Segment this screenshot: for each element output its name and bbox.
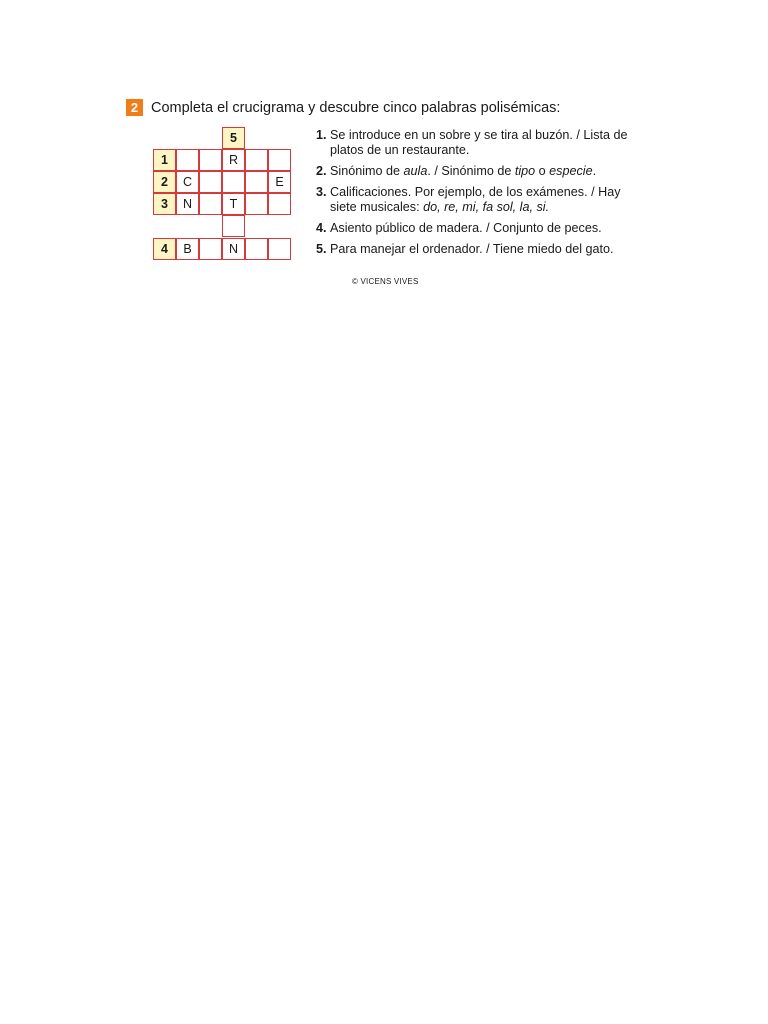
- clue-number: 3 .: [316, 185, 327, 200]
- crossword-cell[interactable]: N: [222, 238, 245, 260]
- clue-text: especie: [549, 164, 593, 178]
- crossword-cell[interactable]: [199, 193, 222, 215]
- clue-text: Calificaciones. Por ejemplo, de los exámenes. / Hay siete musicales:: [330, 185, 621, 214]
- exercise-number-badge: 2: [126, 99, 143, 116]
- crossword-cell[interactable]: T: [222, 193, 245, 215]
- clue-number-cell: 1: [153, 149, 176, 171]
- copyright-credit: © VICENS VIVES: [352, 277, 419, 286]
- crossword-cell[interactable]: [245, 149, 268, 171]
- crossword-cell[interactable]: [176, 149, 199, 171]
- crossword-cell[interactable]: [268, 238, 291, 260]
- crossword-cell[interactable]: [245, 193, 268, 215]
- clue-number-cell: 2: [153, 171, 176, 193]
- clue-number: 2 .: [316, 164, 327, 179]
- crossword-cell[interactable]: [268, 149, 291, 171]
- crossword-cell[interactable]: [199, 171, 222, 193]
- crossword-cell[interactable]: [245, 171, 268, 193]
- clue-item: [316, 221, 646, 236]
- crossword-cell[interactable]: R: [222, 149, 245, 171]
- clue-number-cell: 3: [153, 193, 176, 215]
- clue-text: o: [535, 164, 550, 178]
- clue-number: 1 .: [316, 128, 327, 143]
- clue-number: 4 .: [316, 221, 327, 236]
- clue-item: [316, 164, 646, 179]
- clue-text: tipo: [514, 164, 536, 178]
- clue-text: Para manejar el ordenador. / Tiene miedo del gato.: [330, 242, 614, 256]
- crossword-cell[interactable]: [199, 238, 222, 260]
- crossword-cell[interactable]: [222, 215, 245, 237]
- clue-item: [316, 242, 646, 257]
- crossword-cell[interactable]: C: [176, 171, 199, 193]
- clue-list: [316, 128, 646, 263]
- crossword-cell[interactable]: N: [176, 193, 199, 215]
- crossword-cell[interactable]: [245, 238, 268, 260]
- clue-number-cell: 4: [153, 238, 176, 260]
- clue-text: .: [592, 164, 597, 178]
- clue-number-cell: 5: [222, 127, 245, 149]
- clue-item: [316, 128, 646, 158]
- crossword-cell[interactable]: E: [268, 171, 291, 193]
- clue-text: . / Sinónimo de: [427, 164, 515, 178]
- clue-text: Asiento público de madera. / Conjunto de peces.: [330, 221, 602, 235]
- clue-text: aula: [403, 164, 428, 178]
- clue-number: 5 .: [316, 242, 327, 257]
- clue-text: do, re, mi, fa sol, la, si.: [423, 200, 550, 214]
- crossword-cell[interactable]: [222, 171, 245, 193]
- crossword-cell[interactable]: B: [176, 238, 199, 260]
- crossword-cell[interactable]: [199, 149, 222, 171]
- clue-item: [316, 185, 646, 215]
- crossword-cell[interactable]: [268, 193, 291, 215]
- clue-text: Sinónimo de: [330, 164, 404, 178]
- exercise-instruction: Completa el crucigrama y descubre cinco palabras polisémicas:: [151, 100, 561, 116]
- clue-text: Se introduce en un sobre y se tira al buzón. / Lista de platos de un restaurante.: [330, 128, 628, 157]
